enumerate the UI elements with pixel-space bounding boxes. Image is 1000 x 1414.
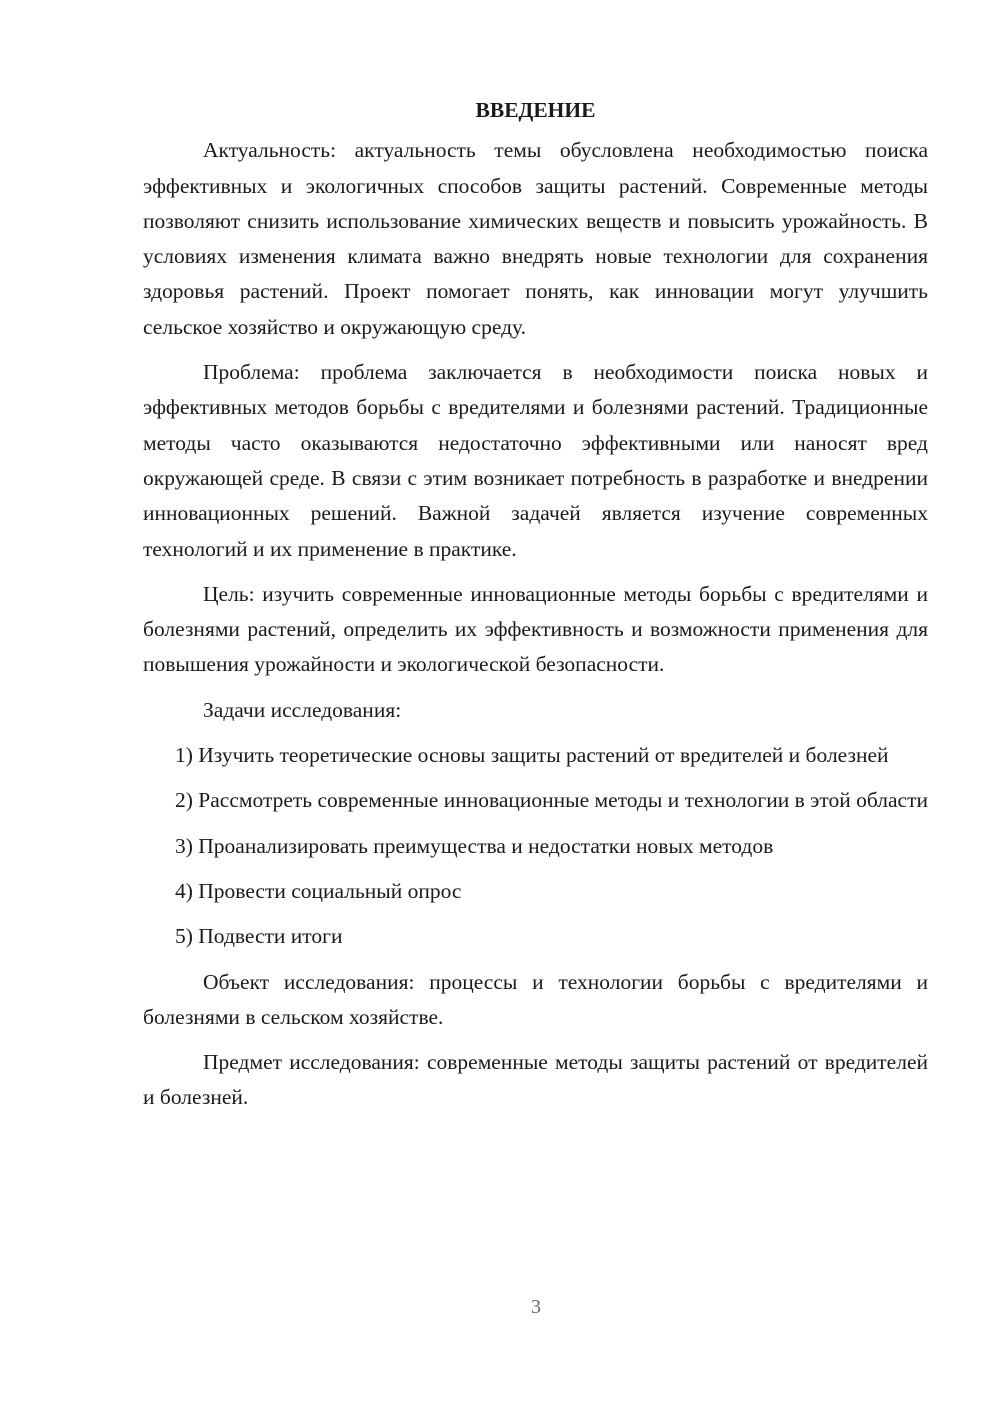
task-item: 3) Проанализировать преимущества и недостатки новых методов [175,833,774,858]
research-subject-paragraph: Предмет исследования: современные методы защиты растений от вредителей и болезней. [143,1050,928,1110]
task-item: 4) Провести социальный опрос [175,878,462,903]
tasks-heading: Задачи исследования: [203,697,402,722]
relevance-paragraph: Актуальность: актуальность темы обусловлена необходимостью поиска эффективных и экологичных способов защиты растений. Современные методы позволяют снизить использование химических веществ и повысить урожайность. В условиях изменения климата важно внедрять новые технологии для сохранения здоровья растений. Проект помогает понять, как инновации могут улучшить сельское хозяйство и окружающую среду. [143,138,928,339]
task-item: 2) Рассмотреть современные инновационные методы и технологии в этой области [175,788,929,813]
task-item: 1) Изучить теоретические основы защиты растений от вредителей и болезней [175,743,889,768]
section-title: ВВЕДЕНИЕ [475,98,596,122]
task-item: 5) Подвести итоги [175,924,343,949]
problem-paragraph: Проблема: проблема заключается в необходимости поиска новых и эффективных методов борьбы с вредителями и болезнями растений. Традиционные методы часто оказываются недостаточно эффективными или наносят вред окружающей среде. В связи с этим возникает потребность в разработке и внедрении инновационных решений. Важной задачей является изучение современных технологий и их применение в практике. [143,360,928,561]
goal-paragraph: Цель: изучить современные инновационные методы борьбы с вредителями и болезнями растений, определить их эффективность и возможности применения для повышения урожайности и экологической безопасности. [143,581,928,677]
research-object-paragraph: Объект исследования: процессы и технологии борьбы с вредителями и болезнями в сельском хозяйстве. [143,969,928,1029]
page-number: 3 [531,1296,541,1318]
document-page [143,93,928,1126]
